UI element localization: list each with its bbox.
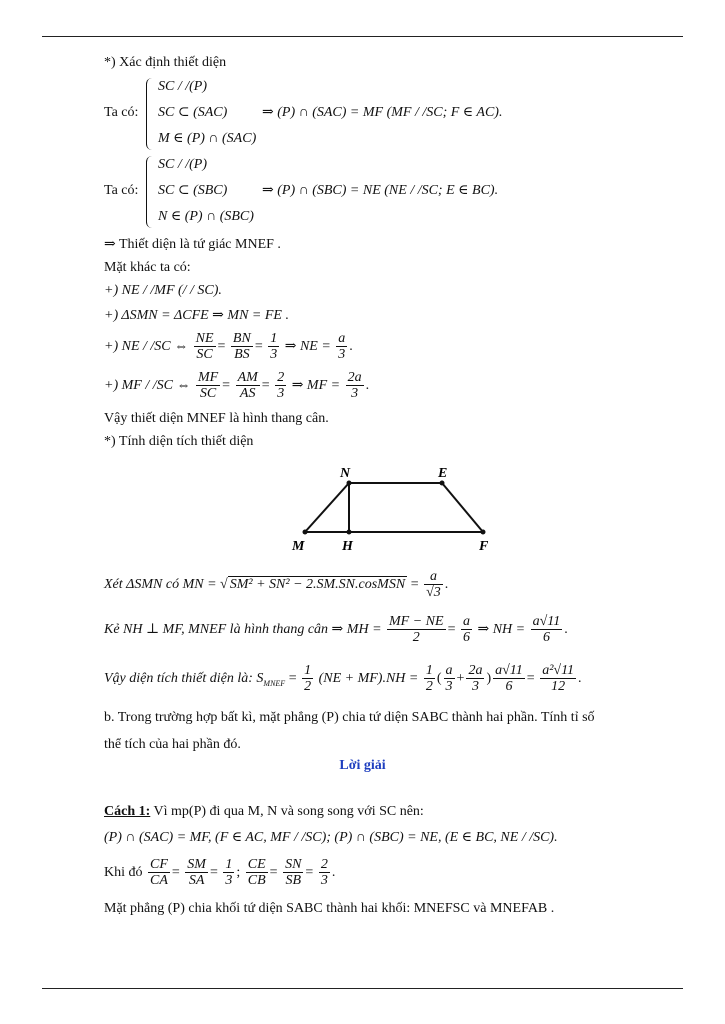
sys1-row3: M ∈ (P) ∩ (SAC) bbox=[158, 131, 257, 146]
ta-co-label-2: Ta có: bbox=[104, 183, 139, 198]
sys2-result: ⇒ (P) ∩ (SBC) = NE (NE / /SC; E ∈ BC). bbox=[262, 183, 499, 198]
point-m bbox=[303, 530, 308, 535]
method-1-line: Cách 1: Vì mp(P) đi qua M, N và song song với SC nên: bbox=[104, 804, 424, 819]
brace-1 bbox=[146, 78, 155, 150]
label-f: F bbox=[479, 539, 489, 554]
method-1-label: Cách 1: bbox=[104, 804, 151, 819]
ne-sc-ratio-line: +) NE / /SC ⇔ $\frac{NE}{SC}$ = $\frac{BN}{BS}$ = $\frac{1}{3}$ ⇒ NE = $\frac{a}{3}$ . bbox=[104, 331, 353, 363]
edge-mn bbox=[305, 483, 349, 532]
mn-length-line: Xét ΔSMN có MN = √ SM² + SN² − 2.SM.SN.cosMSN = $\frac{a}{√3}$ . bbox=[104, 569, 449, 601]
division-line: Mặt phẳng (P) chia khối tứ diện SABC thành hai khối: MNEFSC và MNEFAB . bbox=[104, 901, 555, 916]
point-n bbox=[347, 481, 352, 486]
sys2-row2: SC ⊂ (SBC) bbox=[158, 183, 228, 198]
section-title-determine: *) Xác định thiết diện bbox=[104, 55, 227, 70]
header-rule bbox=[42, 36, 683, 37]
sys1-row1: SC / /(P) bbox=[158, 79, 207, 94]
label-m: M bbox=[292, 539, 305, 554]
sys2-row3: N ∈ (P) ∩ (SBC) bbox=[158, 209, 254, 224]
brace-2 bbox=[146, 156, 155, 228]
area-line: Vậy diện tích thiết diện là: $S_{MNEF}$ = $\frac{1}{2}$ (NE + MF).NH = $\frac{1}{2}$ ( $\frac{a}{3}$ + $\frac{2a}{3}$ ) $\frac{a√11}{6}$ = $\frac{\text{a²√11}}{12}$ . bbox=[104, 663, 582, 695]
sys2-row1: SC / /(P) bbox=[158, 157, 207, 172]
footer-rule bbox=[42, 988, 683, 989]
nh-length-line: Kẻ NH ⊥ MF, MNEF là hình thang cân ⇒ MH = $\frac{MF - NE}{2}$ = $\frac{a}{6}$ ⇒ NH = $\frac{a√11}{6}$ . bbox=[104, 614, 568, 646]
point-f bbox=[481, 530, 486, 535]
isosceles-trapezoid-conclusion: Vậy thiết diện MNEF là hình thang cân. bbox=[104, 411, 329, 426]
part-b-line-2: thể tích của hai phần đó. bbox=[104, 737, 241, 752]
label-h: H bbox=[342, 539, 353, 554]
cross-section-statement: ⇒ Thiết diện là tứ giác MNEF . bbox=[104, 237, 281, 252]
ne-parallel-mf: +) NE / /MF (/ / SC). bbox=[104, 283, 222, 298]
trapezoid-figure bbox=[284, 462, 504, 554]
part-b-line-1: b. Trong trường hợp bất kì, mặt phẳng (P) chia tứ diện SABC thành hai phần. Tính tỉ số bbox=[104, 710, 595, 725]
ratios-line: Khi đó $\frac{CF}{CA}$ = $\frac{SM}{SA}$ = $\frac{1}{3}$ ; $\frac{CE}{CB}$ = $\frac{SN}{SB}$ = $\frac{2}{3}$ . bbox=[104, 857, 336, 889]
point-h bbox=[347, 530, 352, 535]
ta-co-label-1: Ta có: bbox=[104, 105, 139, 120]
moreover-line: Mặt khác ta có: bbox=[104, 260, 191, 275]
sys1-row2: SC ⊂ (SAC) bbox=[158, 105, 228, 120]
point-e bbox=[440, 481, 445, 486]
sys1-result: ⇒ (P) ∩ (SAC) = MF (MF / /SC; F ∈ AC). bbox=[262, 105, 503, 120]
section-title-area: *) Tính diện tích thiết diện bbox=[104, 434, 254, 449]
triangle-congruence: +) ΔSMN = ΔCFE ⇒ MN = FE . bbox=[104, 308, 289, 323]
solution-heading: Lời giải bbox=[339, 758, 386, 773]
edge-ef bbox=[442, 483, 483, 532]
label-n: N bbox=[340, 466, 351, 481]
intersection-line: (P) ∩ (SAC) = MF, (F ∈ AC, MF / /SC); (P) ∩ (SBC) = NE, (E ∈ BC, NE / /SC). bbox=[104, 830, 558, 845]
mf-sc-ratio-line: +) MF / /SC ⇔ $\frac{MF}{SC}$ = $\frac{AM}{AS}$ = $\frac{2}{3}$ ⇒ MF = $\frac{2a}{3}$ . bbox=[104, 370, 370, 402]
label-e: E bbox=[438, 466, 448, 481]
